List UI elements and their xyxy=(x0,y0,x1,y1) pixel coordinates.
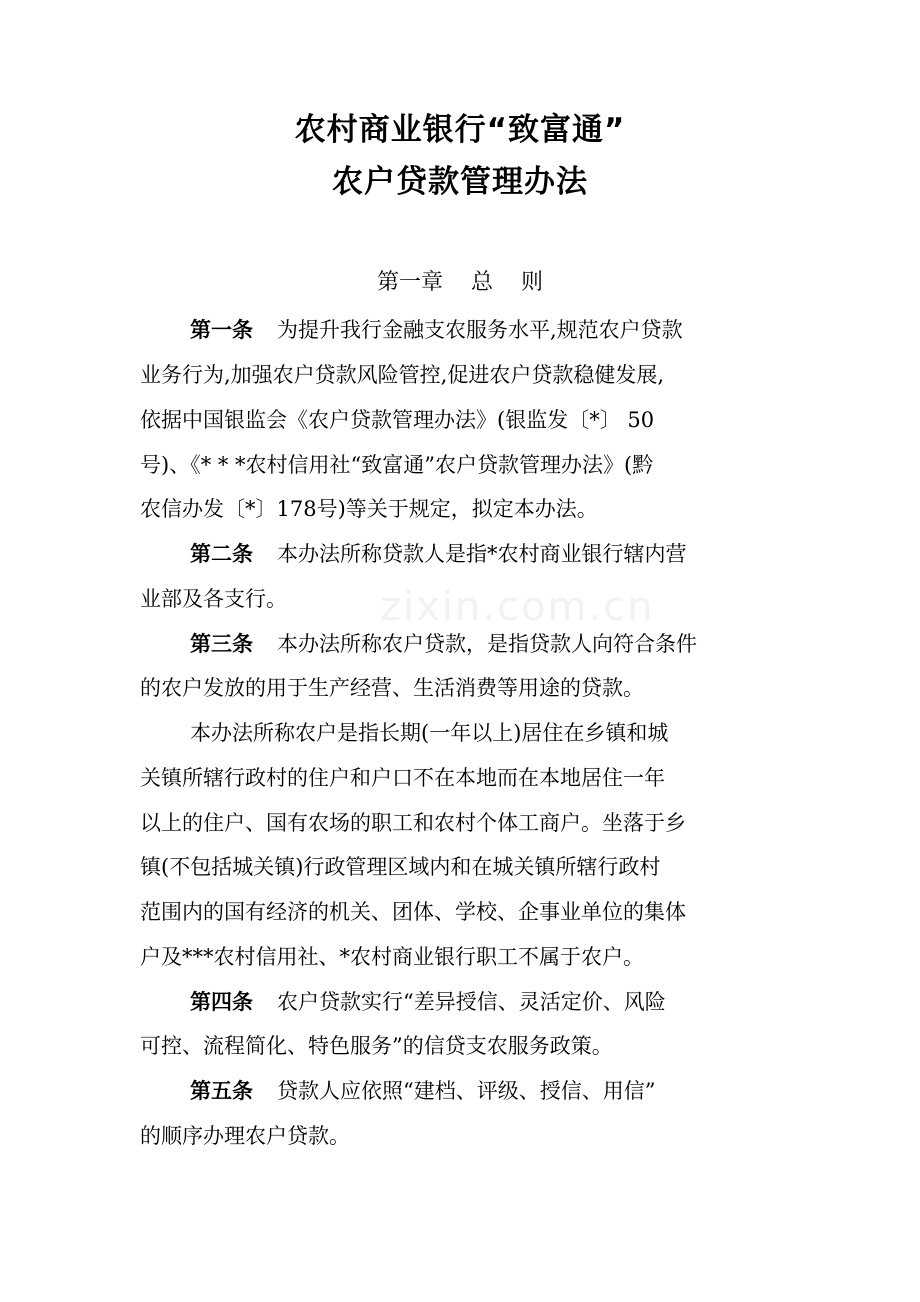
article-2-text: 本办法所称贷款人是指*农村商业银行辖内营 xyxy=(277,542,687,566)
paragraph-line: 农信办发〔*〕178号)等关于规定，拟定本办法。 xyxy=(140,497,598,521)
article-1-label: 第一条 xyxy=(190,318,253,342)
paragraph-line: 依据中国银监会《农户贷款管理办法》(银监发〔*〕 50 xyxy=(140,408,655,432)
watermark: zixin.com.cn xyxy=(380,584,655,630)
paragraph-line: 关镇所辖行政村的住户和户口不在本地而在本地居住一年 xyxy=(140,766,665,790)
article-5-text: 贷款人应依照“建档、评级、授信、用信” xyxy=(277,1079,656,1103)
paragraph-line: 号)、《* * *农村信用社“致富通”农户贷款管理办法》(黔 xyxy=(140,453,654,477)
article-4-line xyxy=(190,984,785,1020)
paragraph-line: 的顺序办理农户贷款。 xyxy=(140,1124,350,1148)
article-2-label: 第二条 xyxy=(190,542,253,566)
document-title-line-1: 农村商业银行“致富通” xyxy=(294,112,626,148)
article-3-text: 本办法所称农户贷款，是指贷款人向符合条件 xyxy=(277,632,697,656)
article-1-text: 为提升我行金融支农服务水平,规范农户贷款 xyxy=(277,318,683,342)
article-3-label: 第三条 xyxy=(190,632,253,656)
article-5-label: 第五条 xyxy=(190,1079,253,1103)
article-2-line xyxy=(190,536,785,572)
paragraph-line: 业务行为,加强农户贷款风险管控,促进农户贷款稳健发展, xyxy=(140,363,665,387)
paragraph-line: 镇(不包括城关镇)行政管理区域内和在城关镇所辖行政村 xyxy=(140,855,661,879)
paragraph-line: 本办法所称农户是指长期(一年以上)居住在乡镇和城 xyxy=(190,721,669,745)
paragraph-line: 业部及各支行。 xyxy=(140,587,287,611)
article-1-line xyxy=(190,312,785,348)
chapter-heading: 第一章 总 则 xyxy=(377,270,543,295)
article-3-line xyxy=(190,626,785,662)
article-4-label: 第四条 xyxy=(190,990,253,1014)
article-5-line xyxy=(190,1073,785,1109)
paragraph-line: 可控、流程简化、特色服务”的信贷支农服务政策。 xyxy=(140,1034,613,1058)
paragraph-line: 范围内的国有经济的机关、团体、学校、企事业单位的集体 xyxy=(140,900,686,924)
paragraph-line: 的农户发放的用于生产经营、生活消费等用途的贷款。 xyxy=(140,676,644,700)
paragraph-line: 户及***农村信用社、*农村商业银行职工不属于农户。 xyxy=(140,945,644,969)
paragraph-line: 以上的住户、国有农场的职工和农村个体工商户。坐落于乡 xyxy=(140,811,686,835)
article-4-text: 农户贷款实行“差异授信、灵活定价、风险 xyxy=(277,990,666,1014)
document-title-line-2: 农户贷款管理办法 xyxy=(332,164,588,200)
